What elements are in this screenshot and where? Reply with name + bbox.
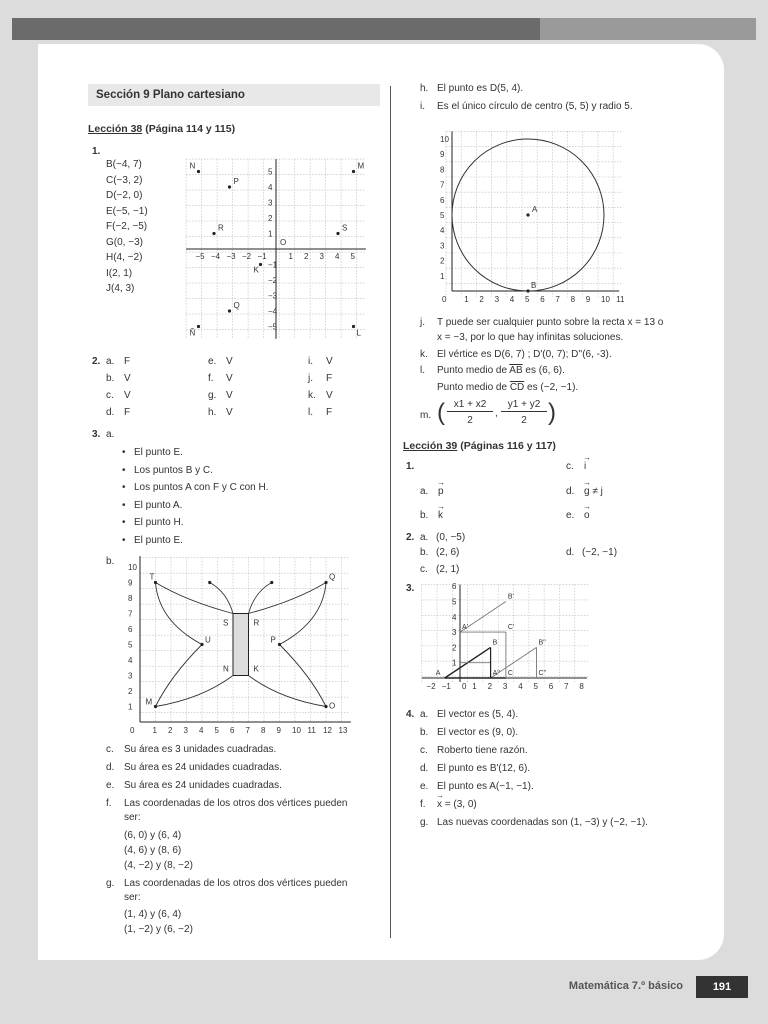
- q2-item-value: V: [124, 373, 131, 384]
- q3-item-label: e.: [106, 780, 115, 791]
- section-title: Sección 9 Plano cartesiano: [88, 84, 380, 106]
- footer-band: [0, 960, 768, 1024]
- l39-q4-text: El vector es (9, 0).: [437, 727, 519, 738]
- q3b-label: b.: [106, 556, 115, 567]
- x-tick-label: −3: [226, 252, 236, 261]
- q3-item-text: (6, 0) y (6, 4): [124, 830, 182, 841]
- formula-den-x: 2: [467, 415, 473, 426]
- y-tick-label: −1: [268, 260, 278, 270]
- r-i-label: i.: [420, 101, 425, 112]
- formula-num-y: y1 + y2: [501, 398, 547, 412]
- l39-q1-number: 1.: [406, 461, 415, 472]
- vector-arrow-icon: →: [583, 453, 591, 462]
- y-tick-label: 9: [128, 578, 133, 588]
- point-label: Q: [329, 572, 336, 582]
- point-marker: [197, 325, 200, 328]
- x-tick-label: 2: [304, 252, 309, 261]
- l39-q2-value: (2, 1): [436, 564, 460, 575]
- bullet: •: [122, 534, 126, 546]
- wing-curve: [249, 583, 327, 614]
- x-tick-label: 7: [564, 682, 569, 691]
- l39-q1-vector: k →: [437, 502, 445, 521]
- point-label: S: [223, 618, 229, 628]
- r-l2-pre: Punto medio de: [437, 382, 510, 393]
- l39-q4-label: c.: [420, 745, 428, 756]
- q2-item-label: f.: [208, 373, 214, 384]
- r-l-label: l.: [420, 365, 425, 376]
- q2-number: 2.: [92, 356, 101, 367]
- point-label: N: [223, 664, 229, 674]
- r-j-label: j.: [420, 317, 425, 328]
- x-tick-label: 4: [335, 252, 340, 261]
- q2-item-label: j.: [308, 373, 313, 384]
- circle-plane: [432, 118, 625, 308]
- y-tick-label: 4: [128, 656, 133, 665]
- lesson38-pages: (Página 114 y 115): [142, 123, 236, 135]
- r-l2-post: es (−2, −1).: [524, 382, 579, 393]
- r-l1-post: es (6, 6).: [522, 365, 565, 376]
- x-tick-label: −2: [242, 252, 252, 261]
- x-tick-label: 8: [261, 726, 266, 735]
- q2-item-value: V: [226, 407, 233, 418]
- point-marker: [352, 325, 355, 328]
- point-marker: [278, 643, 281, 646]
- q3-item-text: (4, −2) y (8, −2): [124, 860, 193, 871]
- y-tick-label: 4: [268, 183, 273, 192]
- l39-q4-text: El punto es A(−1, −1).: [437, 781, 534, 792]
- y-tick-label: 5: [440, 211, 445, 220]
- l39-q1-label: c.: [566, 461, 574, 472]
- point-marker: [212, 232, 215, 235]
- x-tick-label: 4: [518, 682, 523, 691]
- q1-point-item: H(4, −2): [106, 252, 143, 263]
- q2-item-value: V: [226, 390, 233, 401]
- l39-q2-label: a.: [420, 532, 429, 543]
- point-marker: [197, 170, 200, 173]
- point-label: R: [253, 618, 260, 628]
- q3-item-label: c.: [106, 744, 114, 755]
- l39-q1-vector: g ≠ j →: [583, 478, 603, 497]
- x-tick-label: −5: [195, 252, 205, 261]
- paren-open: (: [437, 399, 445, 426]
- segment-cd: $\overline{CD}$: [509, 382, 525, 393]
- lesson39-title: [403, 440, 556, 453]
- x-tick-label: 6: [230, 726, 235, 735]
- l39-q4-label: d.: [420, 763, 429, 774]
- point-label: P: [270, 635, 276, 645]
- q3-item-label: d.: [106, 762, 115, 773]
- l39-q4-text: x = (3, 0) →: [436, 791, 477, 810]
- x-tick-label: 4: [509, 295, 515, 304]
- y-tick-label: 2: [268, 214, 273, 223]
- q3-item-text: Su área es 3 unidades cuadradas.: [124, 744, 277, 755]
- y-tick-label: 6: [440, 195, 445, 205]
- l39-q1-label: b.: [420, 510, 429, 521]
- x-tick-label: 5: [214, 726, 219, 735]
- formula-den-y: 2: [521, 415, 527, 426]
- r-l1-pre: Punto medio de: [437, 365, 510, 376]
- l39-q1-vector: o →: [583, 502, 591, 521]
- l39-q3-number: 3.: [406, 583, 415, 594]
- x-tick-label: 2: [168, 726, 173, 735]
- header-bar-accent: [540, 18, 756, 40]
- q2-item-value: V: [124, 390, 131, 401]
- y-tick-label: 8: [128, 594, 133, 603]
- point-label: U: [205, 635, 211, 645]
- vector-arrow-icon: →: [583, 478, 591, 487]
- lesson39-link[interactable]: Lección 39: [403, 440, 458, 452]
- paren-close: ): [548, 399, 556, 426]
- l39-q2-label: b.: [420, 547, 429, 558]
- y-tick-label: −5: [268, 322, 278, 332]
- q2-item-label: g.: [208, 390, 217, 401]
- q3-item-text: ser:: [124, 812, 141, 823]
- r-l-line2: [437, 381, 578, 394]
- x-tick-label: 10: [601, 295, 610, 304]
- point-label: A'': [492, 670, 500, 677]
- l39-q2-number: 2.: [406, 532, 415, 543]
- y-tick-label: 5: [452, 597, 457, 607]
- x-tick-label: 6: [540, 295, 545, 304]
- point-marker: [259, 263, 262, 266]
- tangent-point: [526, 289, 529, 292]
- page-number: 191: [696, 976, 748, 998]
- point-label: T: [149, 572, 155, 582]
- origin-label: 0: [130, 726, 135, 735]
- x-tick-label: −1: [257, 252, 267, 261]
- x-tick-label: 11: [616, 295, 625, 304]
- x-tick-label: −1: [441, 682, 451, 691]
- x-tick-label: 1: [472, 682, 477, 691]
- butterfly-plane: [120, 558, 352, 738]
- vector-plane: [420, 582, 592, 694]
- x-tick-label: 11: [307, 726, 316, 735]
- l39-q4-text: El vector es (5, 4).: [437, 709, 519, 720]
- l39-q4-label: f.: [420, 799, 426, 810]
- x-tick-label: 3: [494, 295, 500, 304]
- x-tick-label: 5: [525, 295, 530, 304]
- bullet: •: [122, 464, 126, 476]
- l39-q2-value: (−2, −1): [582, 547, 618, 558]
- q3-item-text: (1, −2) y (6, −2): [124, 924, 193, 935]
- q2-item-value: F: [124, 407, 131, 418]
- l39-q4-number: 4.: [406, 709, 415, 720]
- x-tick-label: 3: [183, 726, 188, 735]
- point-label: Ñ: [189, 328, 196, 338]
- bullet: •: [122, 482, 126, 493]
- vector-arrow-icon: →: [437, 478, 445, 487]
- y-tick-label: 6: [128, 625, 133, 634]
- y-tick-label: −4: [268, 307, 278, 316]
- y-tick-label: 10: [440, 135, 449, 144]
- x-tick-label: 5: [533, 682, 538, 691]
- l39-q2-value: (2, 6): [436, 547, 460, 558]
- y-tick-label: 2: [128, 687, 133, 696]
- center-point: [526, 213, 529, 216]
- point-label: B'': [538, 639, 546, 647]
- wing-curve: [249, 676, 327, 707]
- tangent-label: B: [531, 281, 537, 290]
- point-marker: [228, 309, 231, 312]
- r-h-text: El punto es D(5, 4).: [437, 83, 524, 94]
- point-label: P: [233, 177, 239, 186]
- bullet: •: [122, 499, 126, 511]
- r-j-text-2: x = −3, por lo que hay infinitas soluciones.: [437, 332, 624, 343]
- y-tick-label: 2: [440, 256, 445, 266]
- l39-q4-label: a.: [420, 709, 429, 720]
- y-tick-label: 4: [452, 612, 457, 622]
- l39-q4-text: Las nuevas coordenadas son (1, −3) y (−2, −1).: [437, 817, 648, 828]
- cartesian-plane-1: [186, 156, 366, 342]
- l39-q2-value: (0, −5): [436, 532, 466, 543]
- q3-item-text: Su área es 24 unidades cuadradas.: [124, 780, 282, 791]
- origin-label: 0: [462, 682, 467, 691]
- y-tick-label: 3: [268, 198, 273, 208]
- bullet: •: [122, 517, 126, 528]
- lesson38-title: [88, 123, 235, 136]
- point-label: B': [507, 593, 514, 601]
- point-label: A: [435, 670, 441, 677]
- point-label: B: [492, 639, 498, 647]
- y-tick-label: 1: [440, 271, 445, 281]
- point-label: N: [189, 161, 196, 171]
- vector-arrow-icon: →: [436, 791, 444, 800]
- point-label: L: [356, 328, 361, 338]
- wing-curve: [156, 676, 234, 707]
- q3-item-text: Su área es 24 unidades cuadradas.: [124, 762, 282, 773]
- formula-num-x: x1 + x2: [447, 398, 493, 412]
- center-label: A: [532, 205, 538, 214]
- q3-item-text: Las coordenadas de los otros dos vértices pueden: [124, 878, 348, 889]
- y-tick-label: 5: [268, 167, 273, 177]
- y-tick-label: 4: [440, 226, 445, 236]
- point-label: R: [218, 223, 224, 233]
- q3a-label: a.: [106, 429, 115, 440]
- x-tick-label: 3: [319, 252, 324, 261]
- l39-q1-vector: p →: [437, 478, 445, 497]
- r-k-label: k.: [420, 349, 428, 360]
- formula-comma: ,: [495, 408, 498, 419]
- point-marker: [208, 581, 211, 584]
- column-divider: [390, 86, 391, 938]
- l39-q4-label: g.: [420, 817, 429, 828]
- r-l-line1: [437, 364, 565, 377]
- x-tick-label: −2: [426, 682, 436, 691]
- q3a-item: Los puntos B y C.: [134, 464, 213, 476]
- point-label: M: [357, 161, 365, 171]
- y-tick-label: 6: [452, 582, 457, 592]
- q3-item-text: Las coordenadas de los otros dos vértices pueden: [124, 798, 348, 809]
- q3a-item: El punto E.: [134, 447, 183, 458]
- y-tick-label: 3: [452, 628, 457, 638]
- wing-curve: [210, 583, 233, 614]
- q2-item-label: e.: [208, 356, 217, 367]
- point-label: K: [253, 664, 259, 674]
- l39-q1-label: d.: [566, 486, 575, 497]
- point-marker: [228, 185, 231, 188]
- point-marker: [324, 705, 327, 708]
- footer-book-title: Matemática 7.º básico: [568, 980, 683, 992]
- x-tick-label: 2: [479, 295, 484, 304]
- q2-item-label: k.: [308, 390, 316, 401]
- q2-item-label: d.: [106, 407, 115, 418]
- l39-q4-text: El punto es B'(12, 6).: [437, 763, 531, 774]
- q3-item-text: ser:: [124, 892, 141, 903]
- x-tick-label: 3: [502, 682, 508, 691]
- l39-q2-label: c.: [420, 564, 428, 575]
- y-tick-label: 7: [128, 609, 133, 619]
- x-tick-label: 8: [570, 295, 576, 304]
- l39-q4-text: Roberto tiene razón.: [437, 745, 528, 756]
- q3-item-text: (4, 6) y (8, 6): [124, 845, 182, 856]
- point-label: S: [342, 223, 348, 233]
- point-label: Q: [233, 301, 240, 310]
- x-tick-label: 8: [579, 682, 584, 691]
- q1-point-item: B(−4, 7): [106, 159, 142, 170]
- l39-q1-label: e.: [566, 510, 575, 521]
- x-tick-label: 13: [338, 726, 348, 735]
- point-marker: [200, 643, 203, 646]
- q2-item-label: h.: [208, 407, 217, 418]
- r-i-text: Es el único círculo de centro (5, 5) y radio 5.: [437, 101, 633, 112]
- q3-item-label: f.: [106, 798, 112, 809]
- q2-item-value: V: [226, 373, 233, 384]
- butterfly-body: [233, 614, 249, 676]
- point-label: A': [462, 624, 469, 632]
- q2-item-label: b.: [106, 373, 115, 384]
- q1-point-item: J(4, 3): [106, 283, 135, 294]
- origin-label: 0: [442, 295, 447, 304]
- point-marker: [352, 170, 355, 173]
- x-tick-label: −4: [211, 252, 221, 261]
- wing-curve: [249, 583, 272, 614]
- q3a-item: El punto H.: [134, 517, 184, 528]
- q1-point-item: I(2, 1): [106, 267, 133, 279]
- q2-item-value: F: [326, 407, 333, 418]
- origin-label: O: [280, 238, 287, 247]
- l39-q4-label: e.: [420, 781, 429, 792]
- q2-item-label: i.: [308, 356, 313, 367]
- x-tick-label: 9: [276, 726, 281, 735]
- q1-point-item: F(−2, −5): [106, 221, 148, 232]
- q1-number: 1.: [92, 146, 101, 157]
- x-tick-label: 7: [245, 726, 250, 735]
- x-tick-label: 1: [152, 726, 157, 735]
- y-tick-label: 1: [452, 658, 457, 668]
- x-tick-label: 9: [585, 295, 591, 304]
- bullet: •: [122, 447, 126, 458]
- point-label: O: [329, 701, 336, 711]
- segment-ab: $\overline{AB}$: [509, 365, 523, 376]
- x-tick-label: 1: [464, 295, 469, 304]
- x-tick-label: 12: [323, 726, 332, 735]
- lesson38-link[interactable]: Lección 38: [88, 123, 143, 135]
- y-tick-label: 2: [452, 643, 457, 653]
- point-marker: [270, 581, 273, 584]
- l39-q1-label: a.: [420, 486, 429, 497]
- q2-item-label: a.: [106, 356, 115, 367]
- q1-point-item: C(−3, 2): [106, 174, 143, 186]
- q2-item-value: F: [124, 356, 131, 367]
- q3a-item: El punto E.: [134, 534, 183, 546]
- x-tick-label: 10: [292, 726, 301, 735]
- vector-arrow-icon: →: [437, 502, 445, 511]
- q1-point-item: G(0, −3): [106, 236, 143, 248]
- q1-point-item: E(−5, −1): [106, 205, 148, 217]
- r-h-label: h.: [420, 83, 429, 94]
- l39-q4-label: b.: [420, 727, 429, 738]
- q3a-item: Los puntos A con F y C con H.: [134, 482, 269, 493]
- x-tick-label: 6: [548, 682, 554, 691]
- q3-item-text: (1, 4) y (6, 4): [124, 909, 182, 920]
- x-tick-label: 5: [350, 252, 355, 261]
- x-tick-label: 7: [555, 295, 560, 304]
- point-label: K: [253, 265, 259, 275]
- point-label: C: [507, 670, 513, 677]
- l39-q2-label: d.: [566, 547, 575, 558]
- q3-number: 3.: [92, 429, 101, 440]
- r-k-text: El vértice es D(6, 7) ; D'(0, 7); D''(6, -3).: [437, 349, 612, 360]
- l39-q1-vector: i →: [583, 453, 591, 472]
- y-tick-label: 3: [440, 241, 445, 251]
- point-label: C': [507, 624, 515, 632]
- q1-point-item: D(−2, 0): [106, 190, 143, 201]
- q3-item-label: g.: [106, 878, 115, 889]
- y-tick-label: −2: [268, 276, 278, 285]
- y-tick-label: −3: [268, 291, 278, 301]
- wing-curve: [156, 583, 234, 614]
- y-tick-label: 9: [440, 150, 445, 160]
- point-marker: [154, 705, 157, 708]
- q2-item-label: c.: [106, 390, 114, 401]
- y-tick-label: 8: [440, 165, 445, 175]
- q2-item-value: V: [326, 356, 333, 367]
- point-label: C'': [538, 670, 547, 677]
- r-j-text: T puede ser cualquier punto sobre la recta x = 13 o: [437, 317, 664, 328]
- y-tick-label: 1: [128, 702, 133, 712]
- q3a-item: El punto A.: [134, 499, 183, 511]
- point-marker: [336, 232, 339, 235]
- q2-item-value: V: [326, 390, 333, 401]
- q2-item-label: l.: [308, 407, 313, 418]
- lesson39-pages: (Páginas 116 y 117): [457, 440, 556, 452]
- x-tick-label: 4: [199, 726, 204, 735]
- q2-item-value: V: [226, 356, 233, 367]
- vector-arrow-icon: →: [583, 502, 591, 511]
- x-tick-label: 1: [288, 252, 293, 261]
- q2-item-value: F: [326, 373, 333, 384]
- x-tick-label: 2: [487, 682, 493, 691]
- r-m-label: m.: [420, 410, 432, 421]
- y-tick-label: 10: [128, 563, 137, 572]
- y-tick-label: 7: [440, 180, 445, 190]
- y-tick-label: 3: [128, 671, 133, 681]
- point-label: M: [145, 697, 153, 707]
- point-marker: [324, 581, 327, 584]
- y-tick-label: 1: [268, 229, 273, 239]
- y-tick-label: 5: [128, 640, 133, 650]
